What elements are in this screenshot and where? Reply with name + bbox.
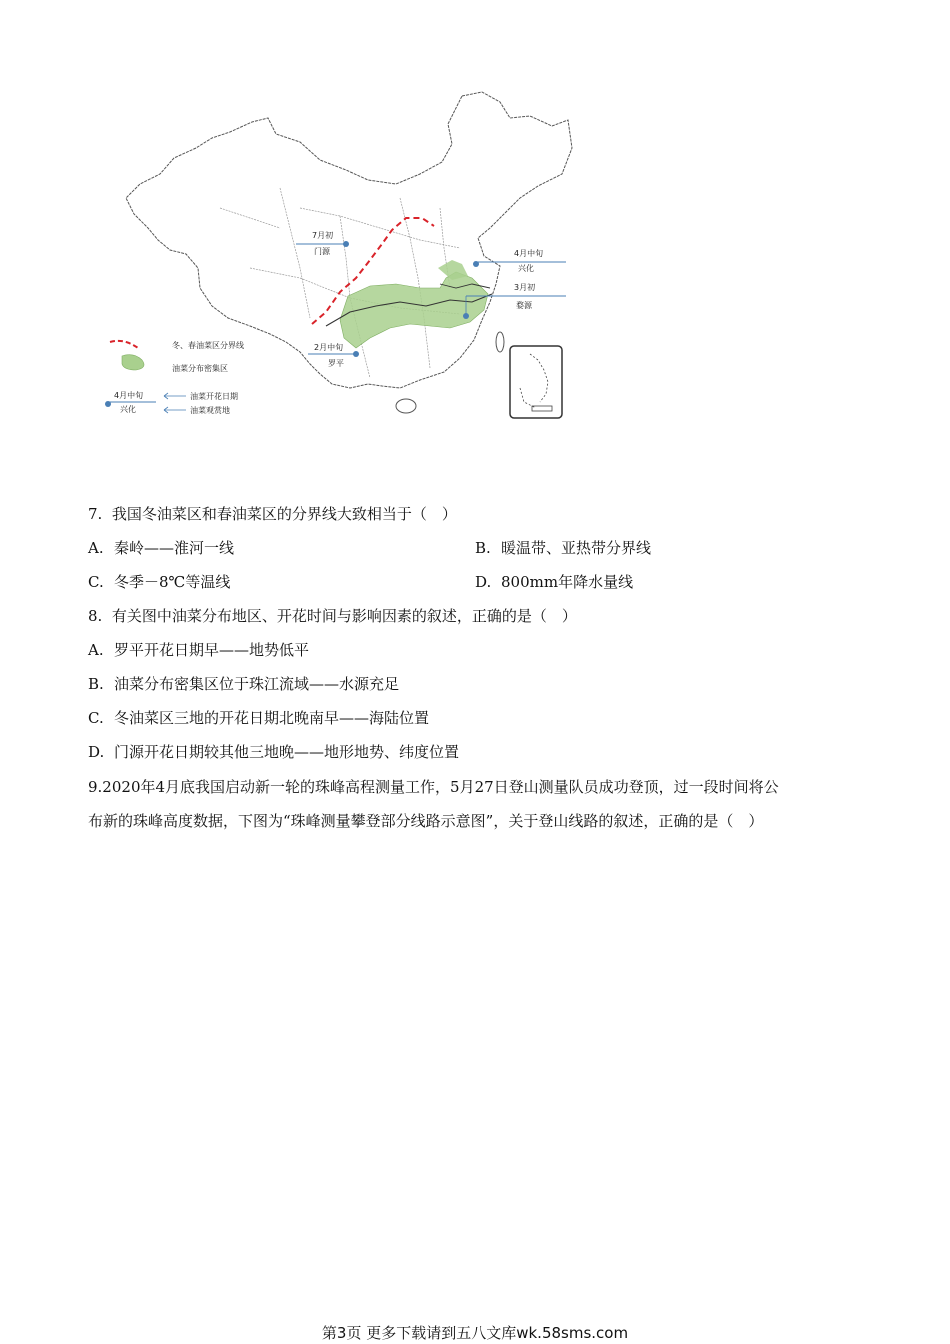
question-8-stem [88,606,577,626]
q8-option-b[interactable] [88,674,399,694]
question-7-stem [88,504,457,524]
marker-date-label: 4月中旬 [514,249,544,258]
option-text: 门源开花日期较其他三地晚——地形地势、纬度位置 [114,743,460,761]
option-letter: C. [88,573,104,591]
option-letter: A. [88,539,104,557]
option-letter: D. [475,573,492,591]
marker-place-label: 门源 [314,247,330,256]
marker-luoping [308,342,359,368]
option-text: 冬季－8℃等温线 [114,573,231,591]
option-text: 油菜分布密集区位于珠江流域——水源充足 [114,675,400,693]
marker-place-label: 兴化 [518,264,534,273]
option-text: 秦岭——淮河一线 [114,539,235,557]
marker-menyuan [296,230,349,256]
option-letter: B. [475,539,491,557]
option-letter: B. [88,675,104,693]
option-letter: C. [88,709,104,727]
option-text: 暖温带、亚热带分界线 [501,539,652,557]
option-letter: D. [88,743,105,761]
legend-sample-date: 4月中旬 [114,391,144,400]
marker-place-label: 罗平 [328,359,344,368]
map-legend [105,340,244,415]
south-china-sea-inset [510,346,562,418]
q8-option-a[interactable] [88,640,309,660]
china-rapeseed-map [100,88,580,428]
legend-dense-symbol [122,355,144,370]
option-text: 罗平开花日期早——地势低平 [114,641,310,659]
map-svg [100,88,580,428]
question-number: 7. [88,505,103,523]
q8-option-c[interactable] [88,708,429,728]
question-text: 我国冬油菜区和春油菜区的分界线大致相当于（ ） [111,505,457,523]
taiwan-island [496,332,504,352]
question-number: 8. [88,607,103,625]
option-letter: A. [88,641,104,659]
marker-date-label: 7月初 [312,231,334,240]
legend-sample-place: 兴化 [120,405,136,414]
dense-area-north [438,260,468,280]
q7-option-a[interactable] [88,538,234,558]
marker-date-label: 2月中旬 [314,343,344,352]
page-footer: 第3页 更多下载请到五八文库wk.58sms.com [321,1324,629,1342]
option-text: 冬油菜区三地的开花日期北晚南早——海陆位置 [114,709,430,727]
marker-place-label: 婺源 [516,301,532,310]
q7-option-d[interactable] [475,572,633,592]
question-9-line-1: 9.2020年4月底我国启动新一轮的珠峰高程测量工作，5月27日登山测量队员成功登顶，过一段时间将公 [88,778,779,796]
question-9-stem [88,770,868,838]
legend-boundary-symbol [110,341,138,348]
question-text: 有关图中油菜分布地区、开花时间与影响因素的叙述，正确的是（ ） [111,607,577,625]
option-text: 800mm年降水量线 [501,573,634,591]
legend-viewing-place-label: 油菜观赏地 [190,406,230,415]
marker-xinghua [473,248,566,273]
legend-dense-label: 油菜分布密集区 [172,364,228,373]
legend-boundary-label: 冬、春油菜区分界线 [172,341,244,350]
legend-flower-date-label: 油菜开花日期 [190,392,238,401]
question-9-line-2: 布新的珠峰高度数据，下图为“珠峰测量攀登部分线路示意图”，关于登山线路的叙述，正确的是（ ） [88,812,764,830]
q8-option-d[interactable] [88,742,459,762]
hainan-island [396,399,416,413]
q7-option-c[interactable] [88,572,230,592]
marker-date-label: 3月初 [514,283,536,292]
q7-option-b[interactable] [475,538,651,558]
